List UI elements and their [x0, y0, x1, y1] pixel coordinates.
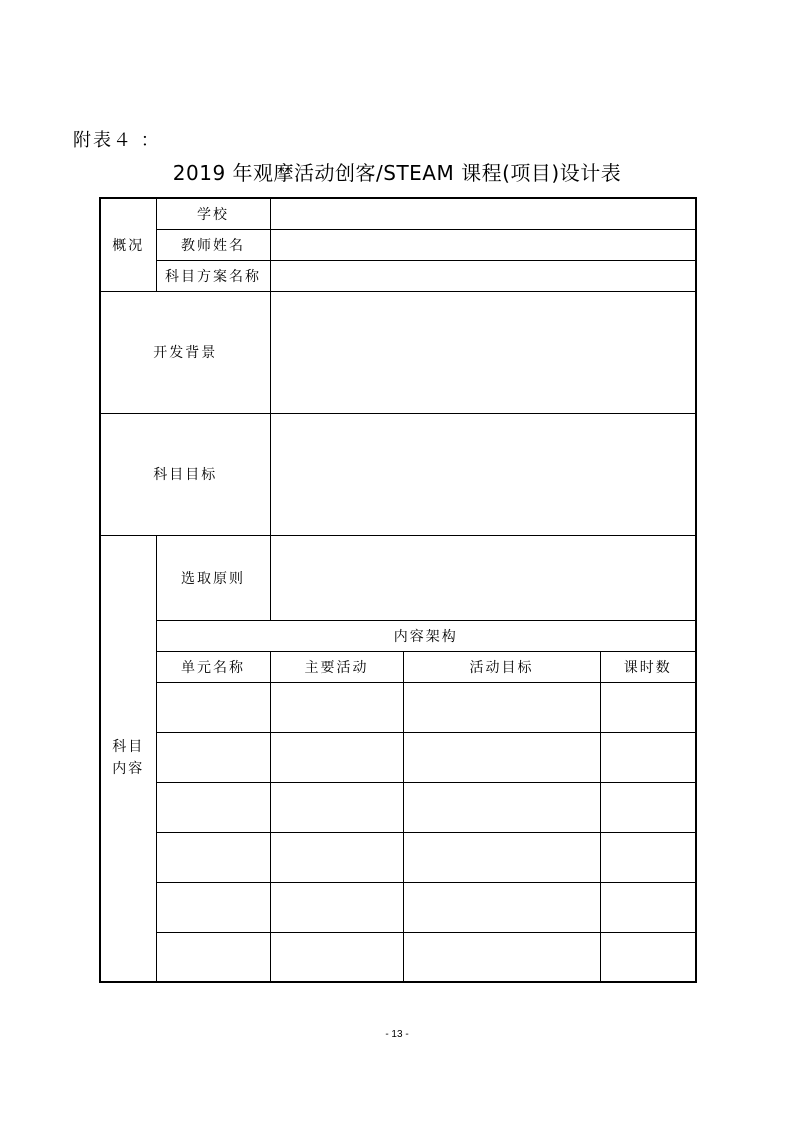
plan-name-label: 科目方案名称 [156, 260, 270, 291]
school-field[interactable] [270, 198, 696, 229]
column-header-unit-name: 单元名称 [156, 651, 270, 682]
main-activity-cell[interactable] [270, 782, 403, 832]
activity-goal-cell[interactable] [403, 932, 600, 982]
plan-name-field[interactable] [270, 260, 696, 291]
form-title: 2019 年观摩活动创客/STEAM 课程(项目)设计表 [172, 161, 622, 185]
main-activity-cell[interactable] [270, 832, 403, 882]
school-label: 学校 [156, 198, 270, 229]
background-label: 开发背景 [100, 291, 270, 413]
class-hours-cell[interactable] [600, 782, 696, 832]
class-hours-cell[interactable] [600, 732, 696, 782]
principle-label: 选取原则 [156, 535, 270, 620]
teacher-name-field[interactable] [270, 229, 696, 260]
objectives-field[interactable] [270, 413, 696, 535]
activity-goal-cell[interactable] [403, 832, 600, 882]
main-activity-cell[interactable] [270, 732, 403, 782]
content-label-line1: 科目 [112, 739, 145, 756]
main-activity-cell[interactable] [270, 932, 403, 982]
objectives-label: 科目目标 [100, 413, 270, 535]
main-activity-cell[interactable] [270, 682, 403, 732]
structure-header: 内容架构 [156, 620, 696, 651]
design-form-table [99, 197, 697, 983]
column-header-class-hours: 课时数 [600, 651, 696, 682]
table-row [100, 932, 696, 982]
background-field[interactable] [270, 291, 696, 413]
teacher-name-label: 教师姓名 [156, 229, 270, 260]
content-label [100, 535, 156, 982]
unit-name-cell[interactable] [156, 682, 270, 732]
page-number: - 13 - [385, 1029, 409, 1040]
column-header-activity-goal: 活动目标 [403, 651, 600, 682]
unit-name-cell[interactable] [156, 882, 270, 932]
class-hours-cell[interactable] [600, 882, 696, 932]
main-activity-cell[interactable] [270, 882, 403, 932]
class-hours-cell[interactable] [600, 682, 696, 732]
overview-label: 概况 [100, 198, 156, 291]
class-hours-cell[interactable] [600, 832, 696, 882]
table-row [100, 682, 696, 732]
class-hours-cell[interactable] [600, 932, 696, 982]
principle-field[interactable] [270, 535, 696, 620]
table-row [100, 832, 696, 882]
table-row [100, 882, 696, 932]
activity-goal-cell[interactable] [403, 782, 600, 832]
activity-goal-cell[interactable] [403, 882, 600, 932]
table-row [100, 732, 696, 782]
unit-name-cell[interactable] [156, 932, 270, 982]
column-header-main-activity: 主要活动 [270, 651, 403, 682]
content-label-line2: 内容 [112, 761, 145, 778]
table-row [100, 782, 696, 832]
unit-name-cell[interactable] [156, 832, 270, 882]
unit-name-cell[interactable] [156, 732, 270, 782]
annex-label: 附表４ ： [73, 130, 161, 151]
unit-name-cell[interactable] [156, 782, 270, 832]
activity-goal-cell[interactable] [403, 732, 600, 782]
activity-goal-cell[interactable] [403, 682, 600, 732]
